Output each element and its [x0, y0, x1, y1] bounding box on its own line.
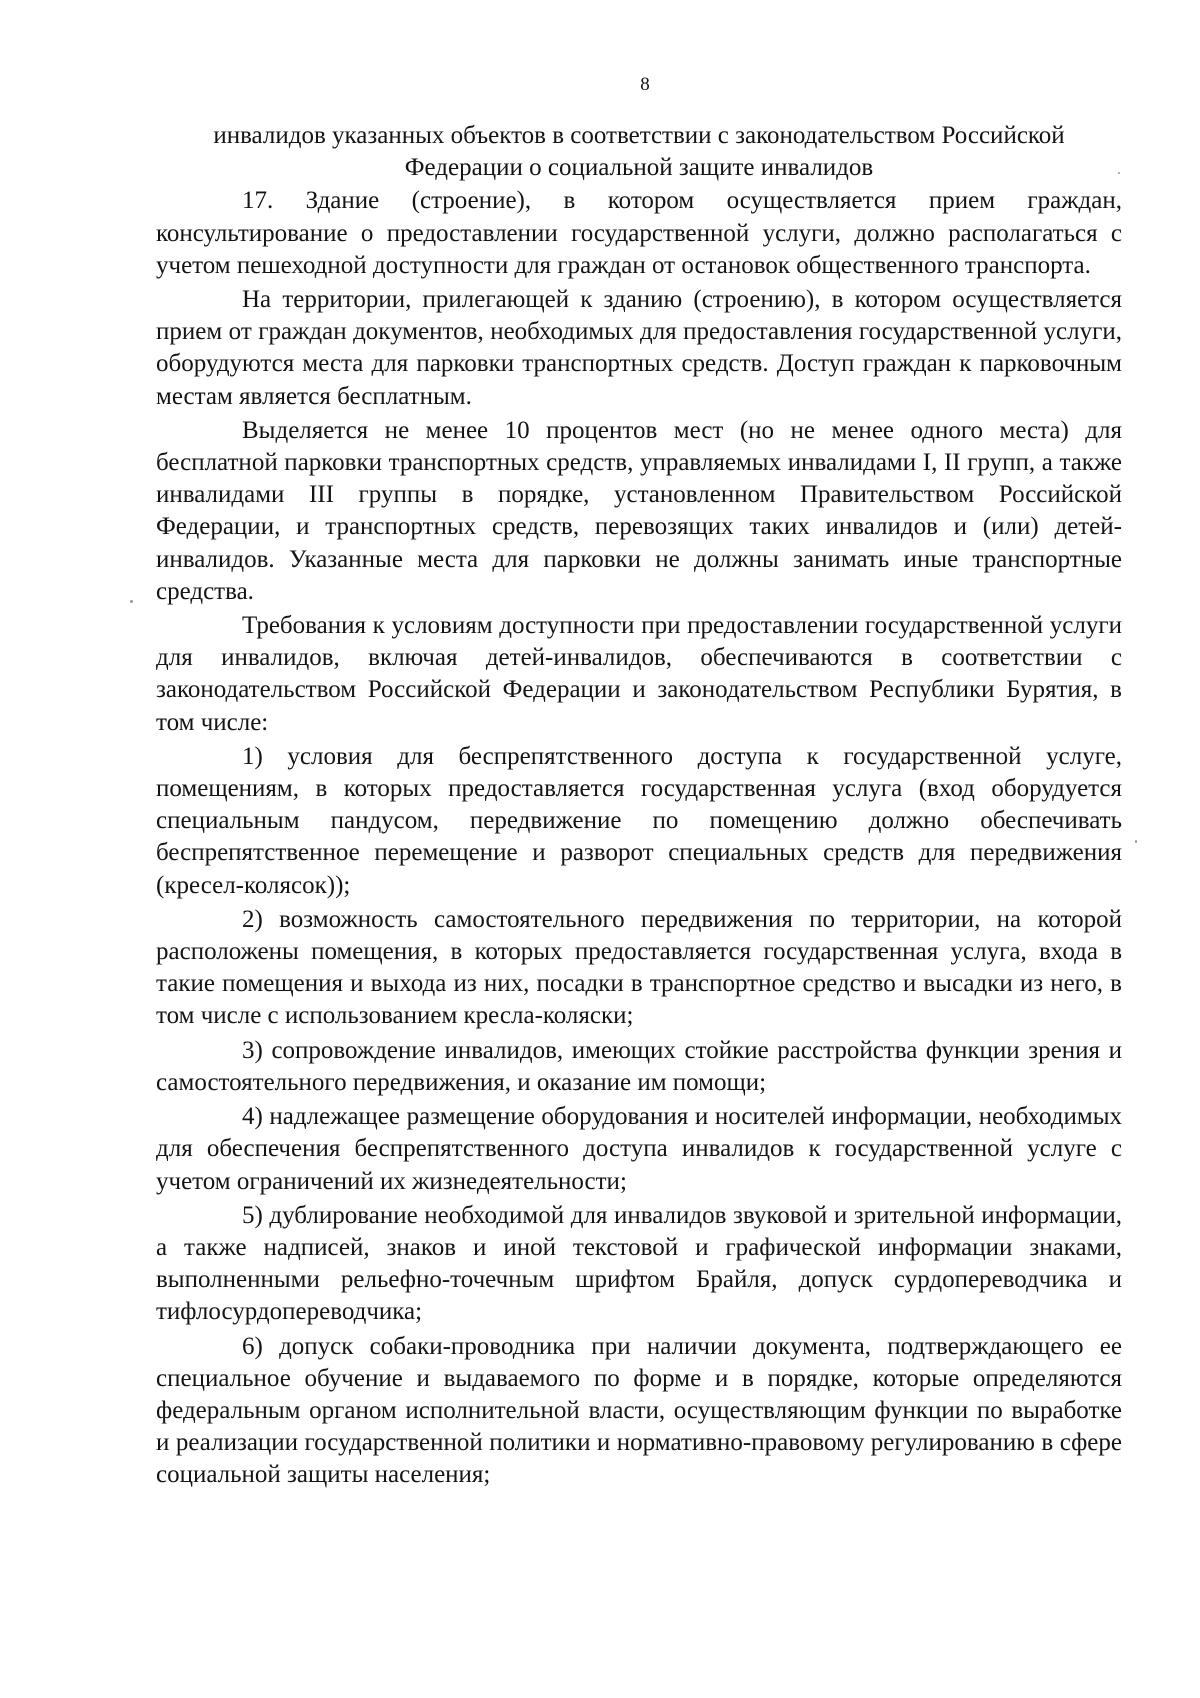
list-item-1-unobstructed-access: 1) условия для беспрепятственного доступа к государственной услуге, помещениям, в которых предоставляется государственная услуга (вход оборудуется специальным пандусом, передвижение по помещению должно обеспечивать беспрепятственное перемещение и разворот специальных средств для передвижения (кресел-колясок));	[156, 742, 1122, 899]
list-item-4-equipment-placement: 4) надлежащее размещение оборудования и носителей информации, необходимых для обеспечения беспрепятственного доступа инвалидов к государственной услуге с учетом ограничений их жизнедеятельности;	[156, 1103, 1122, 1195]
scan-speck	[1135, 840, 1137, 843]
list-item-5-information-duplication: 5) дублирование необходимой для инвалидов звуковой и зрительной информации, а также надписей, знаков и иной текстовой и графической информации знаками, выполненными рельефно-точечным шрифтом Брайля, допуск сурдопереводчика и тифлосурдопереводчика;	[156, 1201, 1122, 1326]
paragraph-accessibility-requirements: Требования к условиям доступности при предоставлении государственной услуги для инвалидов, включая детей-инвалидов, обеспечиваются в соответствии с законодательством Российской Федерации и законодательством Республики Бурятия, в том числе:	[156, 612, 1122, 736]
scan-speck	[1118, 172, 1120, 174]
paragraph-disabled-parking-quota: Выделяется не менее 10 процентов мест (но не менее одного места) для бесплатной парковки транспортных средств, управляемых инвалидами I, II групп, а также инвалидами III группы в порядке, установленном Правительством Российской Федерации, и транспортных средств, перевозящих таких инвалидов и (или) детей-инвалидов. Указанные места для парковки не должны занимать иные транспортные средства.	[156, 416, 1122, 605]
list-item-3-escort-assistance: 3) сопровождение инвалидов, имеющих стойкие расстройства функции зрения и самостоятельного передвижения, и оказание им помощи;	[156, 1036, 1122, 1096]
section-heading-continuation: инвалидов указанных объектов в соответствии с законодательством Российской Федерации о социальной защите инвалидов	[213, 122, 1065, 182]
list-item-2-independent-movement: 2) возможность самостоятельного передвижения по территории, на которой расположены помещения, в которых предоставляется государственная услуга, входа в такие помещения и выхода из них, посадки в транспортное средство и высадки из него, в том числе с использованием кресла-коляски;	[156, 905, 1122, 1030]
document-body	[156, 120, 1122, 1494]
page-number: 8	[640, 74, 650, 95]
paragraph-parking-places: На территории, прилегающей к зданию (строению), в котором осуществляется прием от граждан документов, необходимых для предоставления государственной услуги, оборудуются места для парковки транспортных средств. Доступ граждан к парковочным местам является бесплатным.	[156, 286, 1122, 410]
scan-speck	[130, 600, 133, 603]
paragraph-17-building-location: 17. Здание (строение), в котором осуществляется прием граждан, консультирование о предоставлении государственной услуги, должно располагаться с учетом пешеходной доступности для граждан от остановок общественного транспорта.	[156, 187, 1122, 279]
list-item-6-guide-dog-admission: 6) допуск собаки-проводника при наличии документа, подтверждающего ее специальное обучение и выдаваемого по форме и в порядке, которые определяются федеральным органом исполнительной власти, осуществляющим функции по выработке и реализации государственной политики и нормативно-правовому регулированию в сфере социальной защиты населения;	[156, 1332, 1122, 1489]
